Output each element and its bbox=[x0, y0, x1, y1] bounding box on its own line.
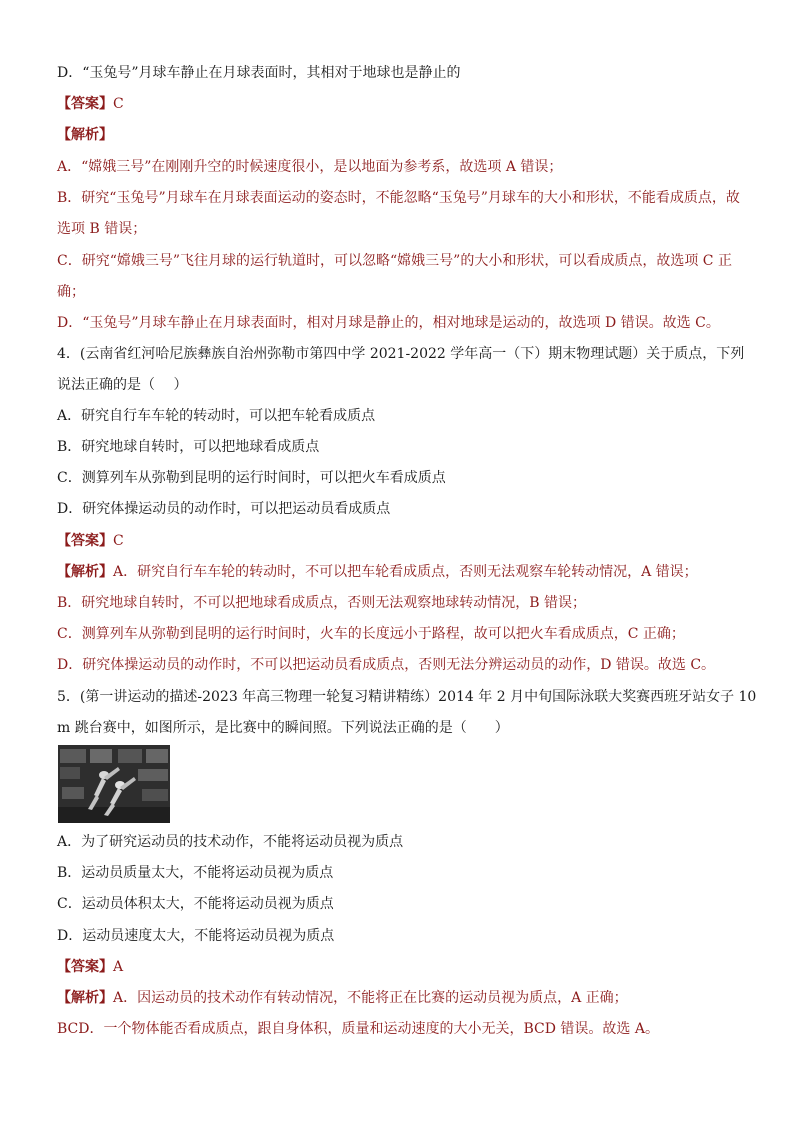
analysis-text: A．研究自行车车轮的转动时，不可以把车轮看成质点，否则无法观察车轮转动情况，A 错误； bbox=[113, 564, 698, 580]
q5-stem-line2: m 跳台赛中，如图所示，是比赛中的瞬间照。下列说法正确的是（ ） bbox=[57, 720, 509, 736]
q5-option-c: C．运动员体积太大，不能将运动员视为质点 bbox=[57, 896, 334, 912]
analysis-tag: 【解析】 bbox=[57, 564, 113, 580]
answer-value: C bbox=[113, 96, 124, 112]
q3-analysis-c-line2: 确； bbox=[57, 284, 85, 300]
q4-analysis-b: B．研究地球自转时，不可以把地球看成质点，否则无法观察地球转动情况，B 错误； bbox=[57, 595, 587, 611]
q4-option-a: A．研究自行车车轮的转动时，可以把车轮看成质点 bbox=[57, 408, 376, 424]
q4-stem-line1: 4．(云南省红河哈尼族彝族自治州弥勒市第四中学 2021-2022 学年高一（下）期末物理试题）关于质点，下列 bbox=[57, 346, 745, 362]
q3-option-d: D．“玉兔号”月球车静止在月球表面时，其相对于地球也是静止的 bbox=[57, 65, 461, 81]
q5-stem-line1: 5．(第一讲运动的描述-2023 年高三物理一轮复习精讲精练）2014 年 2 月中旬国际泳联大奖赛西班牙站女子 10 bbox=[57, 689, 757, 705]
q5-analysis-a bbox=[57, 988, 747, 1010]
diving-photo bbox=[58, 745, 170, 823]
q5-option-a: A．为了研究运动员的技术动作，不能将运动员视为质点 bbox=[57, 834, 404, 850]
answer-value: A bbox=[113, 959, 124, 975]
q3-answer bbox=[57, 94, 747, 116]
q4-stem-line2: 说法正确的是（ ） bbox=[57, 377, 188, 393]
q4-option-c: C．测算列车从弥勒到昆明的运行时间时，可以把火车看成质点 bbox=[57, 470, 446, 486]
q3-analysis-d: D．“玉兔号”月球车静止在月球表面时，相对月球是静止的，相对地球是运动的，故选项 D 错误。故选 C。 bbox=[57, 315, 720, 331]
answer-tag: 【答案】 bbox=[57, 959, 113, 975]
q3-analysis-b-line1: B．研究“玉兔号”月球车在月球表面运动的姿态时，不能忽略“玉兔号”月球车的大小和形状，不能看成质点，故 bbox=[57, 190, 740, 206]
q4-answer bbox=[57, 531, 747, 553]
q3-analysis-a: A．“嫦娥三号”在刚刚升空的时候速度很小，是以地面为参考系，故选项 A 错误； bbox=[57, 159, 563, 175]
q3-analysis-tag bbox=[57, 125, 747, 147]
q4-option-b: B．研究地球自转时，可以把地球看成质点 bbox=[57, 439, 320, 455]
q3-analysis-b-line2: 选项 B 错误； bbox=[57, 221, 147, 237]
analysis-tag: 【解析】 bbox=[57, 990, 113, 1006]
q4-option-d: D．研究体操运动员的动作时，可以把运动员看成质点 bbox=[57, 501, 391, 517]
q3-analysis-c-line1: C．研究“嫦娥三号”飞往月球的运行轨道时，可以忽略“嫦娥三号”的大小和形状，可以看成质点，故选项 C 正 bbox=[57, 253, 732, 269]
answer-tag: 【答案】 bbox=[57, 533, 113, 549]
answer-tag: 【答案】 bbox=[57, 96, 113, 112]
analysis-tag: 【解析】 bbox=[57, 127, 113, 143]
q4-analysis-a bbox=[57, 562, 747, 584]
q5-answer bbox=[57, 957, 747, 979]
q5-option-d: D．运动员速度太大，不能将运动员视为质点 bbox=[57, 928, 335, 944]
q4-analysis-c: C．测算列车从弥勒到昆明的运行时间时，火车的长度远小于路程，故可以把火车看成质点，C 正确； bbox=[57, 626, 685, 642]
q5-analysis-bcd: BCD．一个物体能否看成质点，跟自身体积，质量和运动速度的大小无关，BCD 错误。故选 A。 bbox=[57, 1021, 659, 1037]
q4-analysis-d: D．研究体操运动员的动作时，不可以把运动员看成质点，否则无法分辨运动员的动作，D 错误。故选 C。 bbox=[57, 657, 716, 673]
analysis-text: A．因运动员的技术动作有转动情况，不能将正在比赛的运动员视为质点，A 正确； bbox=[113, 990, 628, 1006]
q5-option-b: B．运动员质量太大，不能将运动员视为质点 bbox=[57, 865, 334, 881]
answer-value: C bbox=[113, 533, 124, 549]
